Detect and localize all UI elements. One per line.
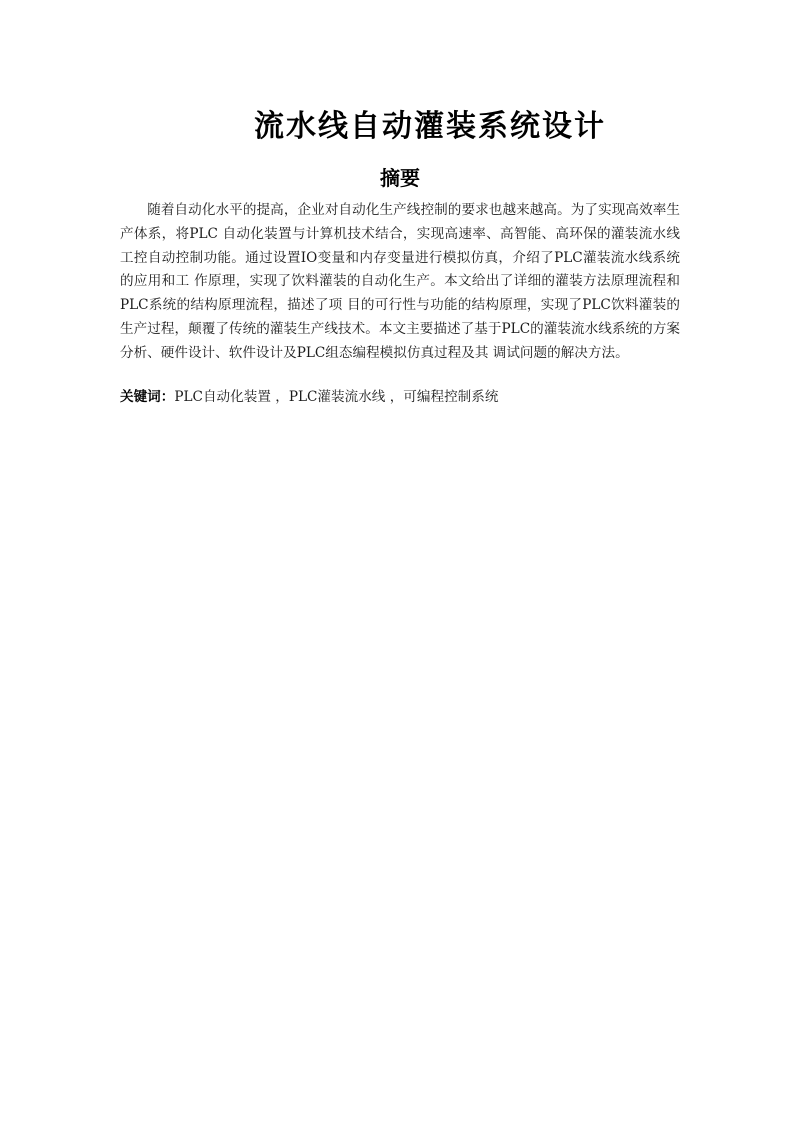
keywords-text: PLC自动化装置 ，PLC灌装流水线 ，可编程控制系统 — [174, 389, 499, 405]
keywords-label: 关键词： — [120, 389, 175, 405]
abstract-heading: 摘要 — [380, 166, 420, 190]
keywords-line — [120, 386, 680, 408]
abstract-paragraph: 随着自动化水平的提高，企业对自动化生产线控制的要求也越来越高。为了实现高效率生产体系，将PLC 自动化装置与计算机技术结合，实现高速率、高智能、高环保的灌装流水线工控自动控制功能。通过设置IO变量和内存变量进行模拟仿真，介绍了PLC灌装流水线系统的应用和工 作原理，实现了饮料灌装的自动化生产。本文给出了详细的灌装方法原理流程和PLC系统的结构原理流程，描述了项 目的可行性与功能的结构原理，实现了PLC饮料灌装的生产过程，颠覆了传统的灌装生产线技术。本文主要描述了基于PLC的灌装流水线系统的方案分析、硬件设计、软件设计及PLC组态编程模拟仿真过程及其 调试问题的解决方法。 — [120, 202, 680, 361]
document-title: 流水线自动灌装系统设计 — [254, 109, 606, 144]
